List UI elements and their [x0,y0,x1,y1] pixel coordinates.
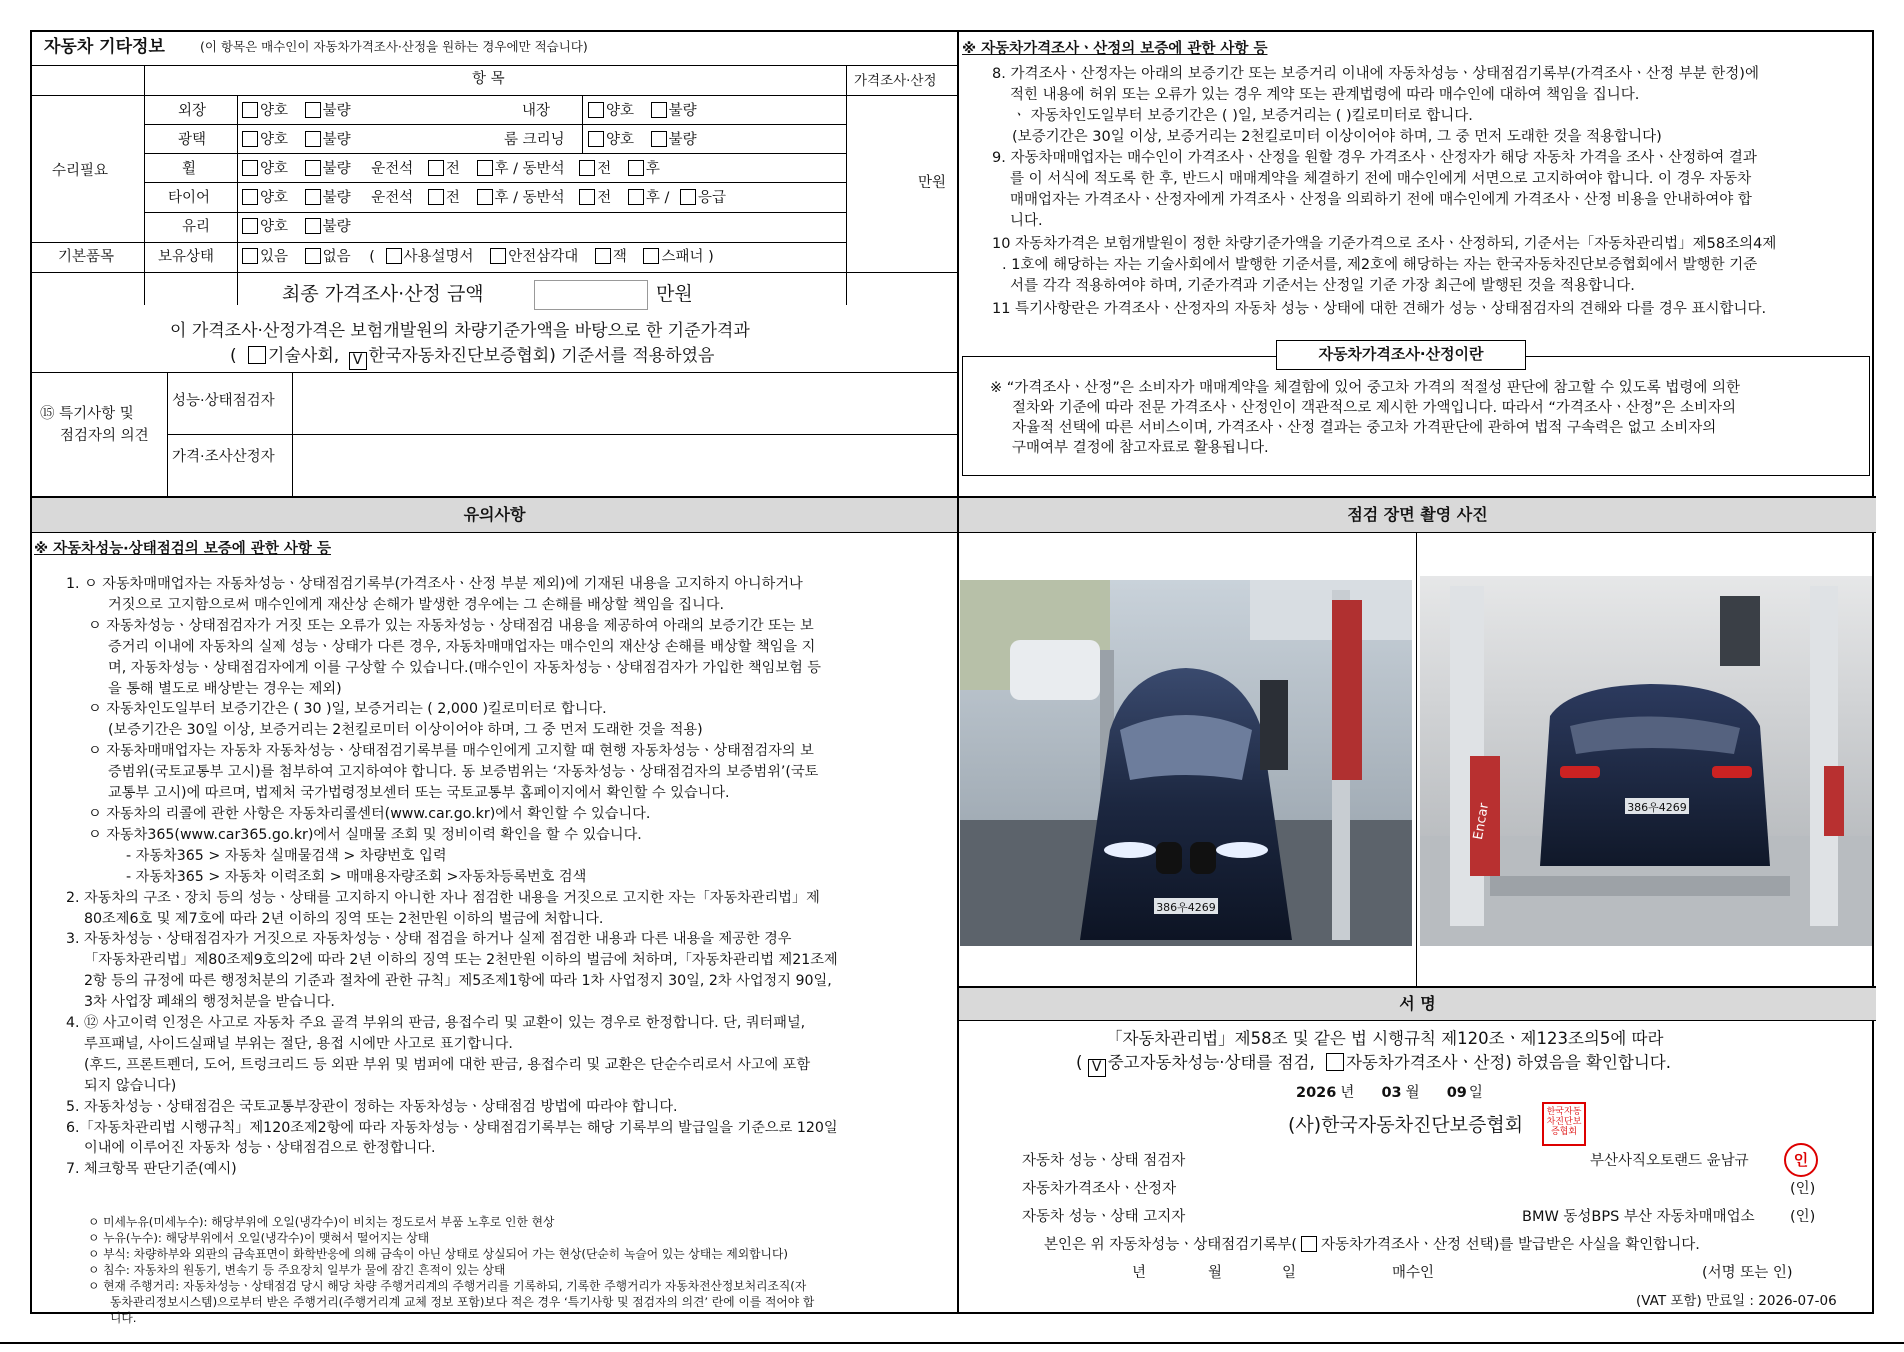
room-cleaning-good-checkbox[interactable] [588,131,604,147]
final-price-input[interactable] [534,280,648,310]
bottom-rule [0,1342,1904,1344]
glass-label: 유리 [182,219,211,235]
holding-status-label: 보유상태 [158,249,215,265]
wheel-driver-front-checkbox[interactable] [428,160,444,176]
room-cleaning-options: 양호 불량 [588,131,697,149]
notifier-seal-mark: (인) [1790,1209,1816,1225]
tire-passenger-rear-checkbox[interactable] [628,189,644,205]
notes-header: 유의사항 [32,498,957,532]
gloss-label: 광택 [178,132,207,148]
wheel-good-checkbox[interactable] [242,160,258,176]
inspector-name: 부산사직오토랜드 윤남규 [1590,1153,1749,1169]
exterior-label: 외장 [178,103,207,119]
buyer-confirmation: 본인은 위 자동차성능ㆍ상태점검기록부( 자동차가격조사ㆍ산정 선택)를 발급받은 사실을 확인합니다. [1044,1237,1700,1253]
inspection-photo-front [960,580,1412,946]
final-price-unit: 만원 [656,283,693,305]
tire-label: 타이어 [168,190,211,206]
has-items-checkbox[interactable] [242,248,258,264]
photo-front-image [960,580,1412,946]
tire-options: 양호 불량 운전석 전 후 / 동반석 전 후 / 응급 [242,189,726,207]
jack-checkbox[interactable] [595,248,611,264]
tire-passenger-front-checkbox[interactable] [579,189,595,205]
inspection-form-page [30,30,1874,1325]
manual-checkbox[interactable] [386,248,402,264]
wheel-driver-rear-checkbox[interactable] [477,160,493,176]
signature-organization: (사)한국자동차진단보증협회 [1288,1114,1524,1136]
wheel-passenger-front-checkbox[interactable] [579,160,595,176]
tire-driver-front-checkbox[interactable] [428,189,444,205]
wheel-label: 휠 [182,161,197,177]
wheel-options: 양호 불량 운전석 전 후 / 동반석 전 후 [242,160,660,178]
gloss-options: 양호 불량 [242,131,351,149]
section-title: 자동차 기타정보 [44,37,165,57]
appraisal-definition-title: 자동차가격조사·산정이란 [1276,340,1526,370]
buyer-date-day: 일 [1282,1265,1297,1281]
final-price-label: 최종 가격조사·산정 금액 [282,283,484,305]
kisa-checkbox[interactable] [248,346,266,364]
buyer-price-appraisal-checkbox[interactable] [1301,1236,1317,1252]
inspection-photo-rear [1420,576,1872,946]
performance-check-checkbox[interactable]: V [1088,1059,1106,1077]
room-cleaning-bad-checkbox[interactable] [651,131,667,147]
final-note-line1: 이 가격조사·산정가격은 보험개발원의 차량기준가액을 바탕으로 한 기준가격과 [170,321,750,341]
warranty-title: ※ 자동차가격조사ㆍ산정의 보증에 관한 사항 등 [962,41,1268,57]
glass-options: 양호 불량 [242,218,351,236]
opinion-appraiser-label: 가격·조사산정자 [172,449,275,465]
warranty-paragraphs: 8. 가격조사ㆍ산정자는 아래의 보증기간 또는 보증거리 이내에 자동차성능ㆍ상태점검기록부(가격조사ㆍ산정 부분 한정)에 적힌 내용에 허위 또는 오류가 있는 경우 계약 또는 관계법령에 따라 매수인에 대하여 책임을 집니다. ㆍ 자동차인도일부터 보증기간은 ( )일, 보증거리는 ( )킬로미터로 합니다. (보증기간은 30일 이상, 보증거리는 2천킬로미터 이상이어야 하며, 그 중 먼저 도래한 것을 적용합니다) 9. 자동차매매업자는 매수인이 가격조사ㆍ산정을 원할 경우 가격조사ㆍ산정자가 해당 자동차 가격을 조사ㆍ산정하여 결과 를 이 서식에 적도록 한 후, 반드시 매매계약을 체결하기 전에 매수인에게 서면으로 고지하여야 합니다. 이 경우 자동차 매매업자는 가격조사ㆍ산정자에게 가격조사ㆍ산정을 의뢰하기 전에 매수인에게 가격조사ㆍ산정 비용을 안내하여야 합 니다. 10 자동차가격은 보험개발원이 정한 차량기준가액을 기준가격으로 조사ㆍ산정하되, 기준서는「자동차관리법」제58조의4제 . 1호에 해당하는 자는 기술사회에서 발행한 기준서를, 제2호에 해당하는 자는 한국자동차진단보증협회에서 발행한 기준 서를 각각 적용하여야 하며, 기준가격과 기준서는 산정일 기준 가장 최근에 발행된 것을 적용합니다. 11 특기사항란은 가격조사ㆍ산정자의 자동차 성능ㆍ상태에 대한 견해가 성능ㆍ상태점검자의 견해와 다를 경우 표시합니다. [992,66,1777,317]
tire-good-checkbox[interactable] [242,189,258,205]
signature-date: 2026 년 03 월 09 일 [1296,1085,1483,1101]
interior-bad-checkbox[interactable] [651,102,667,118]
check-criteria-list: ㅇ 미세누유(미세누수): 해당부위에 오일(냉각수)이 비치는 정도로서 부품 노후로 인한 현상 ㅇ 누유(누수): 해당부위에서 오일(냉각수)이 맺혀서 떨어지는 상태 ㅇ 부식: 차량하부와 외판의 금속표면이 화학반응에 의해 금속이 아닌 상태로 상실되어 가는 현상(단순히 녹슬어 있는 상태는 제외합니다) ㅇ 침수: 자동차의 원동기, 변속기 등 주요장치 일부가 물에 잠긴 흔적이 있는 상태 ㅇ 현재 주행거리: 자동차성능ㆍ상태점검 당시 해당 차량 주행거리계의 주행거리를 기록하되, 기록한 주행거리가 자동차전산정보처리조직(자 동차관리정보시스템)으로부터 받은 주행거리(주행거리계 교체 정보 포함)보다 적은 경우 ‘특기사항 및 점검자의 의견’ 란에 이를 적어야 합 니다. [88,1215,815,1325]
appraisal-definition-text: ※ “가격조사ㆍ산정”은 소비자가 매매계약을 체결함에 있어 중고차 가격의 적절성 판단에 참고할 수 있도록 법령에 의한 절차와 기준에 따라 전문 가격조사ㆍ산정인이 객관적으로 제시한 가액입니다. 따라서 “가격조사ㆍ산정”은 소비자의 자율적 선택에 따른 서비스이며, 가격조사ㆍ산정 결과는 중고차 가격판단에 관하여 법적 구속력은 없고 소비자의 구매여부 결정에 참고자료로 활용됩니다. [990,380,1741,456]
buyer-label: 매수인 [1392,1265,1435,1281]
items-header: 항 목 [472,71,505,87]
triangle-checkbox[interactable] [490,248,506,264]
wheel-bad-checkbox[interactable] [305,160,321,176]
glass-good-checkbox[interactable] [242,218,258,234]
inspector-label: 자동차 성능ㆍ상태 점검자 [1022,1153,1186,1169]
wheel-passenger-rear-checkbox[interactable] [628,160,644,176]
signature-line2: ( V 중고자동차성능·상태를 점검, 자동차가격조사ㆍ산정) 하였음을 확인합니다. [1076,1053,1671,1075]
interior-label: 내장 [522,103,551,119]
license-plate-rear: 386우4269 [1627,801,1687,814]
notes-subtitle: ※ 자동차성능·상태점검의 보증에 관한 사항 등 [34,541,331,557]
interior-good-checkbox[interactable] [588,102,604,118]
notes-list: 1. ㅇ 자동차매매업자는 자동차성능ㆍ상태점검기록부(가격조사ㆍ산정 부분 제외)에 기재된 내용을 고지하지 아니하거나 거짓으로 고지함으로써 매수인에게 재산상 손해가 발생한 경우에는 그 손해를 배상할 책임을 집니다. ㅇ 자동차성능ㆍ상태점검자가 거짓 또는 오류가 있는 자동차성능ㆍ상태점검 내용을 제공하여 아래의 보증기간 또는 보 증거리 이내에 자동차의 실제 성능ㆍ상태가 다른 경우, 자동차매매업자는 매수인의 재산상 손해를 배상할 책임을 지 며, 자동차성능ㆍ상태점검자에게 이를 구상할 수 있습니다.(매수인이 자동차성능ㆍ상태점검자가 가입한 책임보험 등 을 통해 별도로 배상받는 경우는 제외) ㅇ 자동차인도일부터 보증기간은 ( 30 )일, 보증거리는 ( 2,000 )킬로미터로 합니다. (보증기간은 30일 이상, 보증거리는 2천킬로미터 이상이어야 하며, 그 중 먼저 도래한 것을 적용) ㅇ 자동차매매업자는 자동차 자동차성능ㆍ상태점검기록부를 매수인에게 고지할 때 현행 자동차성능ㆍ상태점검자의 보 증범위(국토교통부 고시)를 첨부하여 고지하여야 합니다. 동 보증범위는 ‘자동차성능ㆍ상태점검자의 보증범위’(국토 교통부 고시)에 따르며, 법제처 국가법령정보센터 또는 국토교통부 홈페이지에서 확인할 수 있습니다. ㅇ 자동차의 리콜에 관한 사항은 자동차리콜센터(www.car.go.kr)에서 확인할 수 있습니다. ㅇ 자동차365(www.car365.go.kr)에서 실매물 조회 및 정비이력 확인을 할 수 있습니다. - 자동차365 > 자동차 실매물검색 > 차량번호 입력 - 자동차365 > 자동차 이력조회 > 매매용자량조회 >자동차등록번호 검색 2. 자동차의 구조ㆍ장치 등의 성능ㆍ상태를 고지하지 아니한 자나 점검한 내용을 거짓으로 고지한 자는「자동차관리법」제 80조제6호 및 제7호에 따라 2년 이하의 징역 또는 2천만원 이하의 벌금에 처합니다. 3. 자동차성능ㆍ상태점검자가 거짓으로 자동차성능ㆍ상태 점검을 하거나 실제 점검한 내용과 다른 내용을 제공한 경우 「자동차관리법」제80조제9호의2에 따라 2년 이하의 징역 또는 2천만원 이하의 벌금에 처하며,「자동차관리법 제21조제 2항 등의 규정에 따른 행정처분의 기준과 절차에 관한 규칙」제5조제1항에 따라 1차 사업정지 30일, 2차 사업정지 90일, 3차 사업장 폐쇄의 행정처분을 받습니다. 4. ⑫ 사고이력 인정은 사고로 자동차 주요 골격 부위의 판금, 용접수리 및 교환이 있는 경우로 한정합니다. 단, 쿼터패널, 루프패널, 사이드실패널 부위는 절단, 용접 시에만 사고로 표기합니다. (후드, 프론트펜더, 도어, 트렁크리드 등 외판 부위 및 범퍼에 대한 판금, 용접수리 및 교환은 단순수리로서 사고에 포함 되지 않습니다) 5. 자동차성능ㆍ상태점검은 국토교통부장관이 정하는 자동차성능ㆍ상태점검 방법에 따라야 합니다. 6.「자동차관리법 시행규칙」제120조제2항에 따라 자동차성능ㆍ상태점검기록부는 해당 기록부의 발급일을 기준으로 120일 이내에 이루어진 자동차 성능ㆍ상태점검으로 한정합니다. 7. 체크항목 판단기준(예시) [66,576,838,1178]
price-header: 가격조사·산정 [854,73,937,89]
notifier-label: 자동차 성능ㆍ상태 고지자 [1022,1209,1186,1225]
no-items-checkbox[interactable] [305,248,321,264]
appraiser-label: 자동차가격조사ㆍ산정자 [1022,1181,1177,1197]
appraiser-seal-mark: (인) [1790,1181,1816,1197]
exterior-bad-checkbox[interactable] [305,102,321,118]
signature-line1: 「자동차관리법」제58조 및 같은 법 시행규칙 제120조ㆍ제123조의5에 따라 [1106,1029,1664,1048]
price-unit: 만원 [918,175,947,191]
encar-logo-text: Encar [1470,801,1493,841]
opinion-inspector-label: 성능·상태점검자 [172,393,275,409]
interior-options: 양호 불량 [588,102,697,120]
tire-emergency-checkbox[interactable] [680,189,696,205]
exterior-good-checkbox[interactable] [242,102,258,118]
buyer-date-year: 년 [1132,1265,1147,1281]
divider [32,65,957,66]
final-note-line2: ( 기술사회, V 한국자동차진단보증협회) 기준서를 적용하였음 [230,346,715,368]
tire-bad-checkbox[interactable] [305,189,321,205]
glass-bad-checkbox[interactable] [305,218,321,234]
expiry-footer: (VAT 포함) 만료일 : 2026-07-06 [1636,1293,1837,1309]
photos-header: 점검 장면 촬영 사진 [959,498,1876,532]
buyer-date-month: 월 [1208,1265,1223,1281]
spanner-checkbox[interactable] [643,248,659,264]
opinion-label-1: ⑮ 특기사항 및 [40,406,134,422]
photo-rear-image [1420,576,1872,946]
room-cleaning-label: 룸 크리닝 [504,132,565,148]
basic-items-options: 있음 없음 ( 사용설명서 안전삼각대 잭 스패너 ) [242,248,714,266]
notifier-name: BMW 동성BPS 부산 자동차매매업소 [1522,1209,1755,1225]
kadia-checkbox[interactable]: V [349,352,367,370]
inspector-seal: 인 [1784,1143,1818,1177]
license-plate-front: 386우4269 [1156,901,1216,914]
tire-driver-rear-checkbox[interactable] [477,189,493,205]
section-subtitle: (이 항목은 매수인이 자동차가격조사·산정을 원하는 경우에만 적습니다) [200,39,588,54]
gloss-good-checkbox[interactable] [242,131,258,147]
buyer-signature-field[interactable]: (서명 또는 인) [1702,1265,1793,1281]
signature-header: 서 명 [959,988,1876,1020]
repair-group-label: 수리필요 [52,163,109,179]
gloss-bad-checkbox[interactable] [305,131,321,147]
price-appraisal-checkbox[interactable] [1326,1053,1344,1071]
exterior-options: 양호 불량 [242,102,351,120]
basic-items-label: 기본품목 [58,249,115,265]
opinion-label-2: 점검자의 의견 [60,428,149,444]
association-seal: 한국자동차진단보증협회 [1542,1102,1586,1146]
